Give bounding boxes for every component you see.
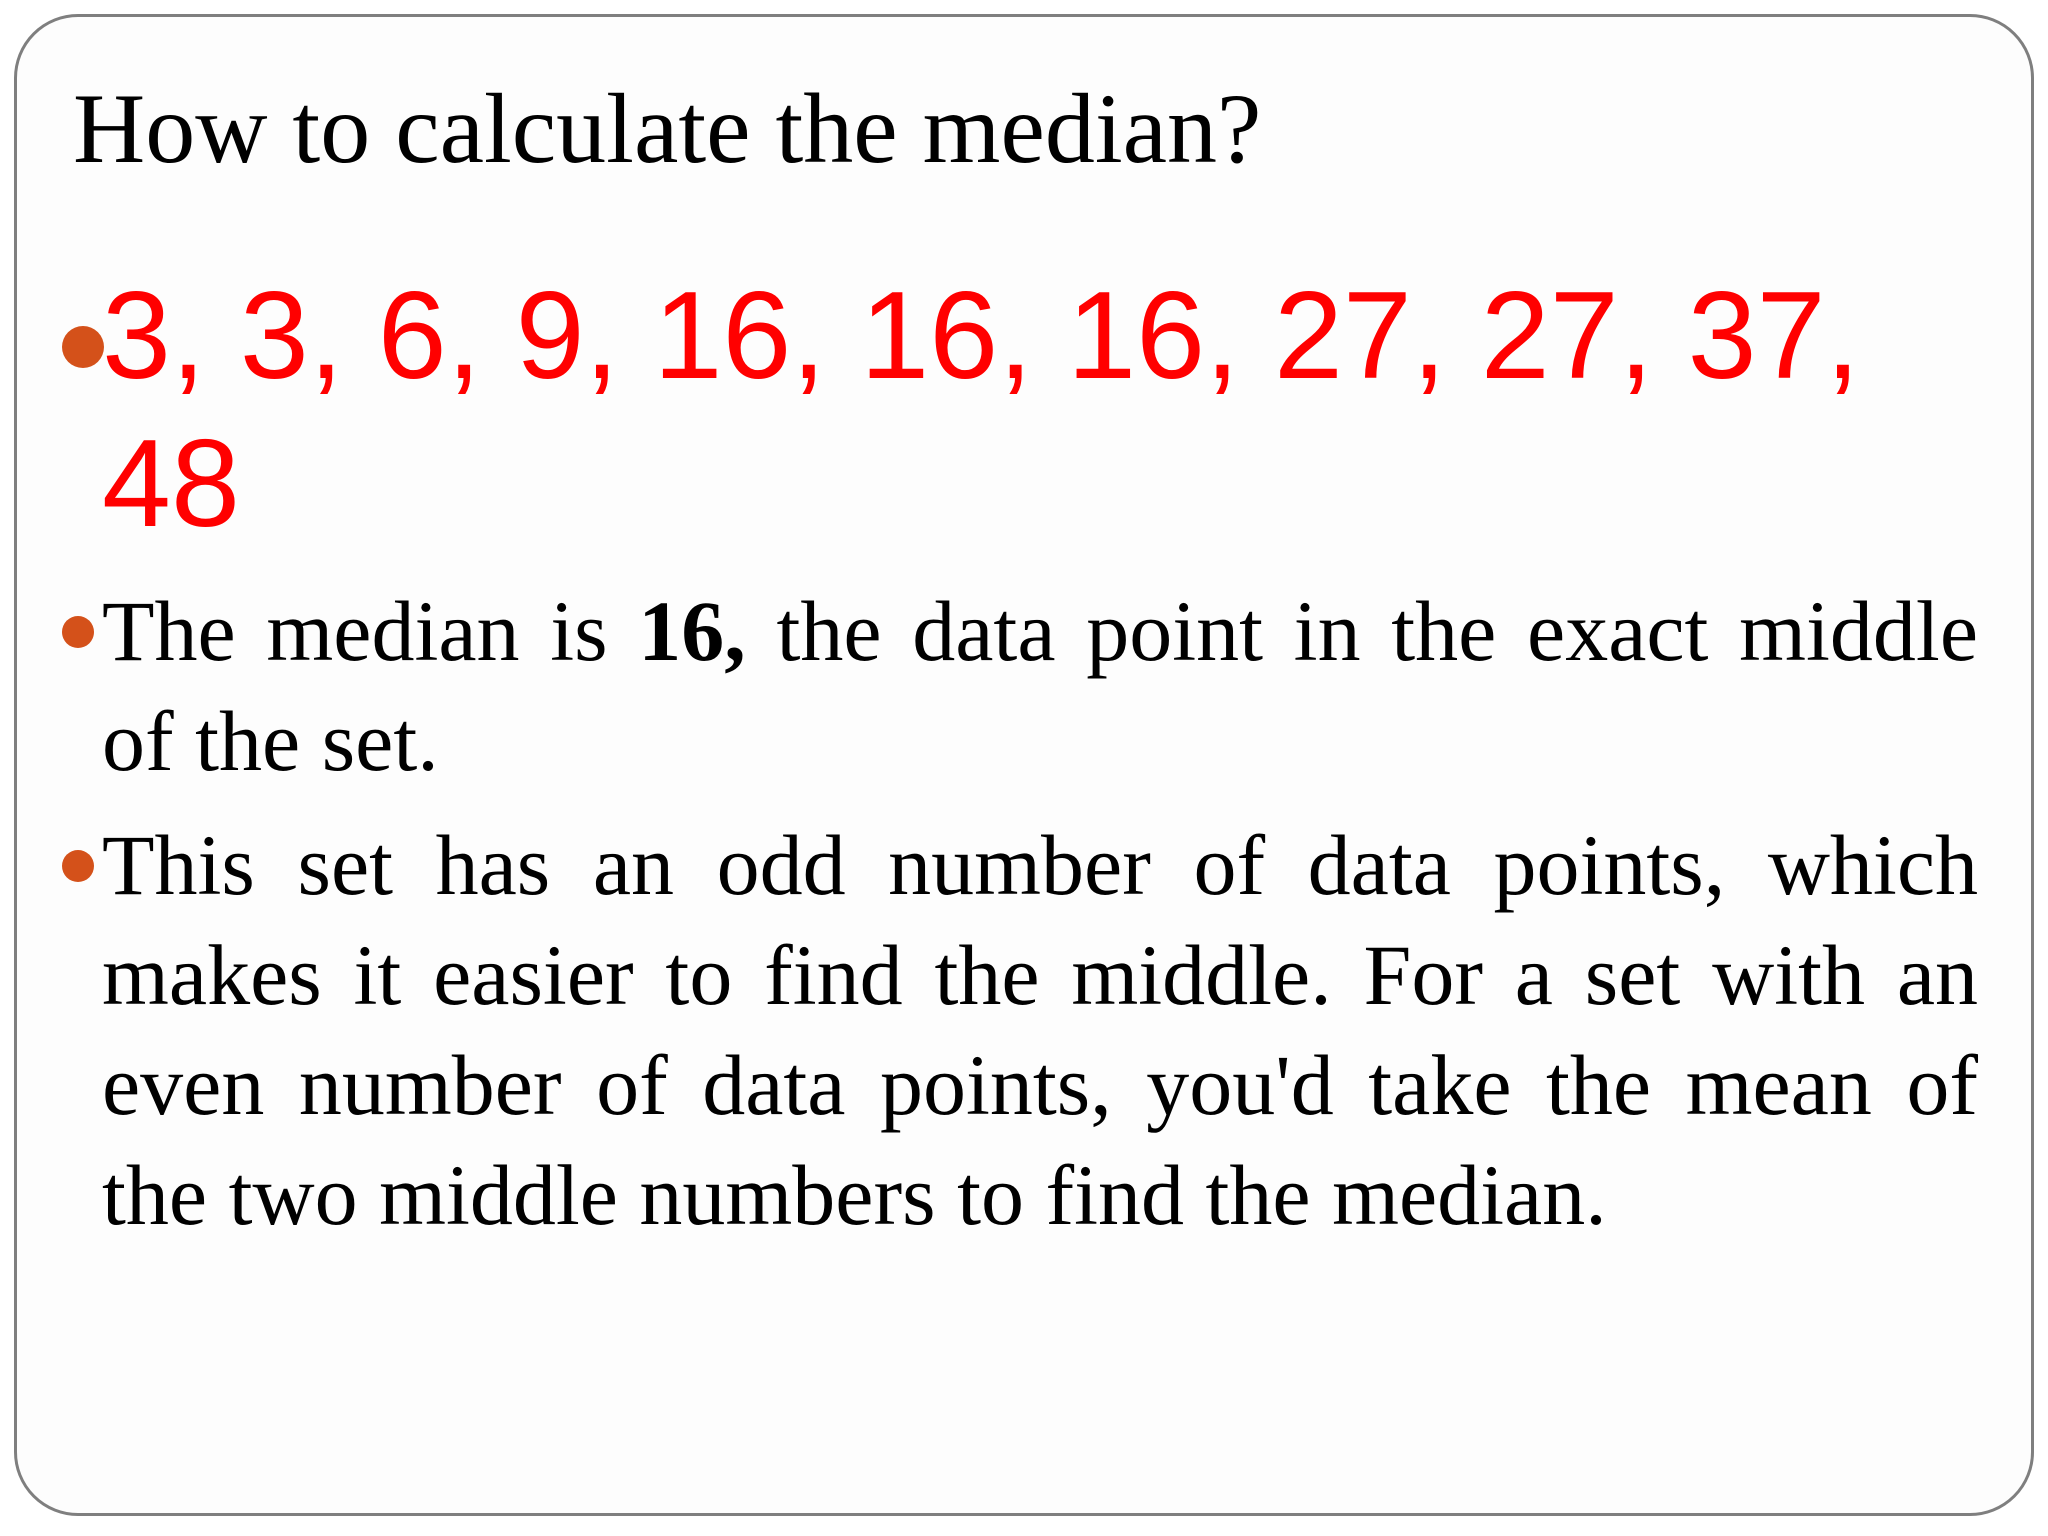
- slide-title: How to calculate the median?: [73, 73, 1262, 184]
- explanation-text: This set has an odd number of data points, which makes it easier to find the middle. For a set with an even number of data points, you'd take the mean of the two middle numbers to find the median.: [102, 817, 1978, 1243]
- median-value: 16,: [638, 583, 746, 679]
- median-statement-lead: The median is: [102, 583, 639, 679]
- bullet-dot-icon: [62, 850, 94, 882]
- bullet-dot-icon: [62, 616, 94, 648]
- median-statement: [102, 576, 1978, 796]
- bullet-dot-icon: [62, 326, 104, 368]
- median-statement-tail: the data point in the exact middle of the set.: [102, 583, 1978, 789]
- data-set-text: 3, 3, 6, 9, 16, 16, 16, 27, 27, 37, 48: [102, 267, 1860, 553]
